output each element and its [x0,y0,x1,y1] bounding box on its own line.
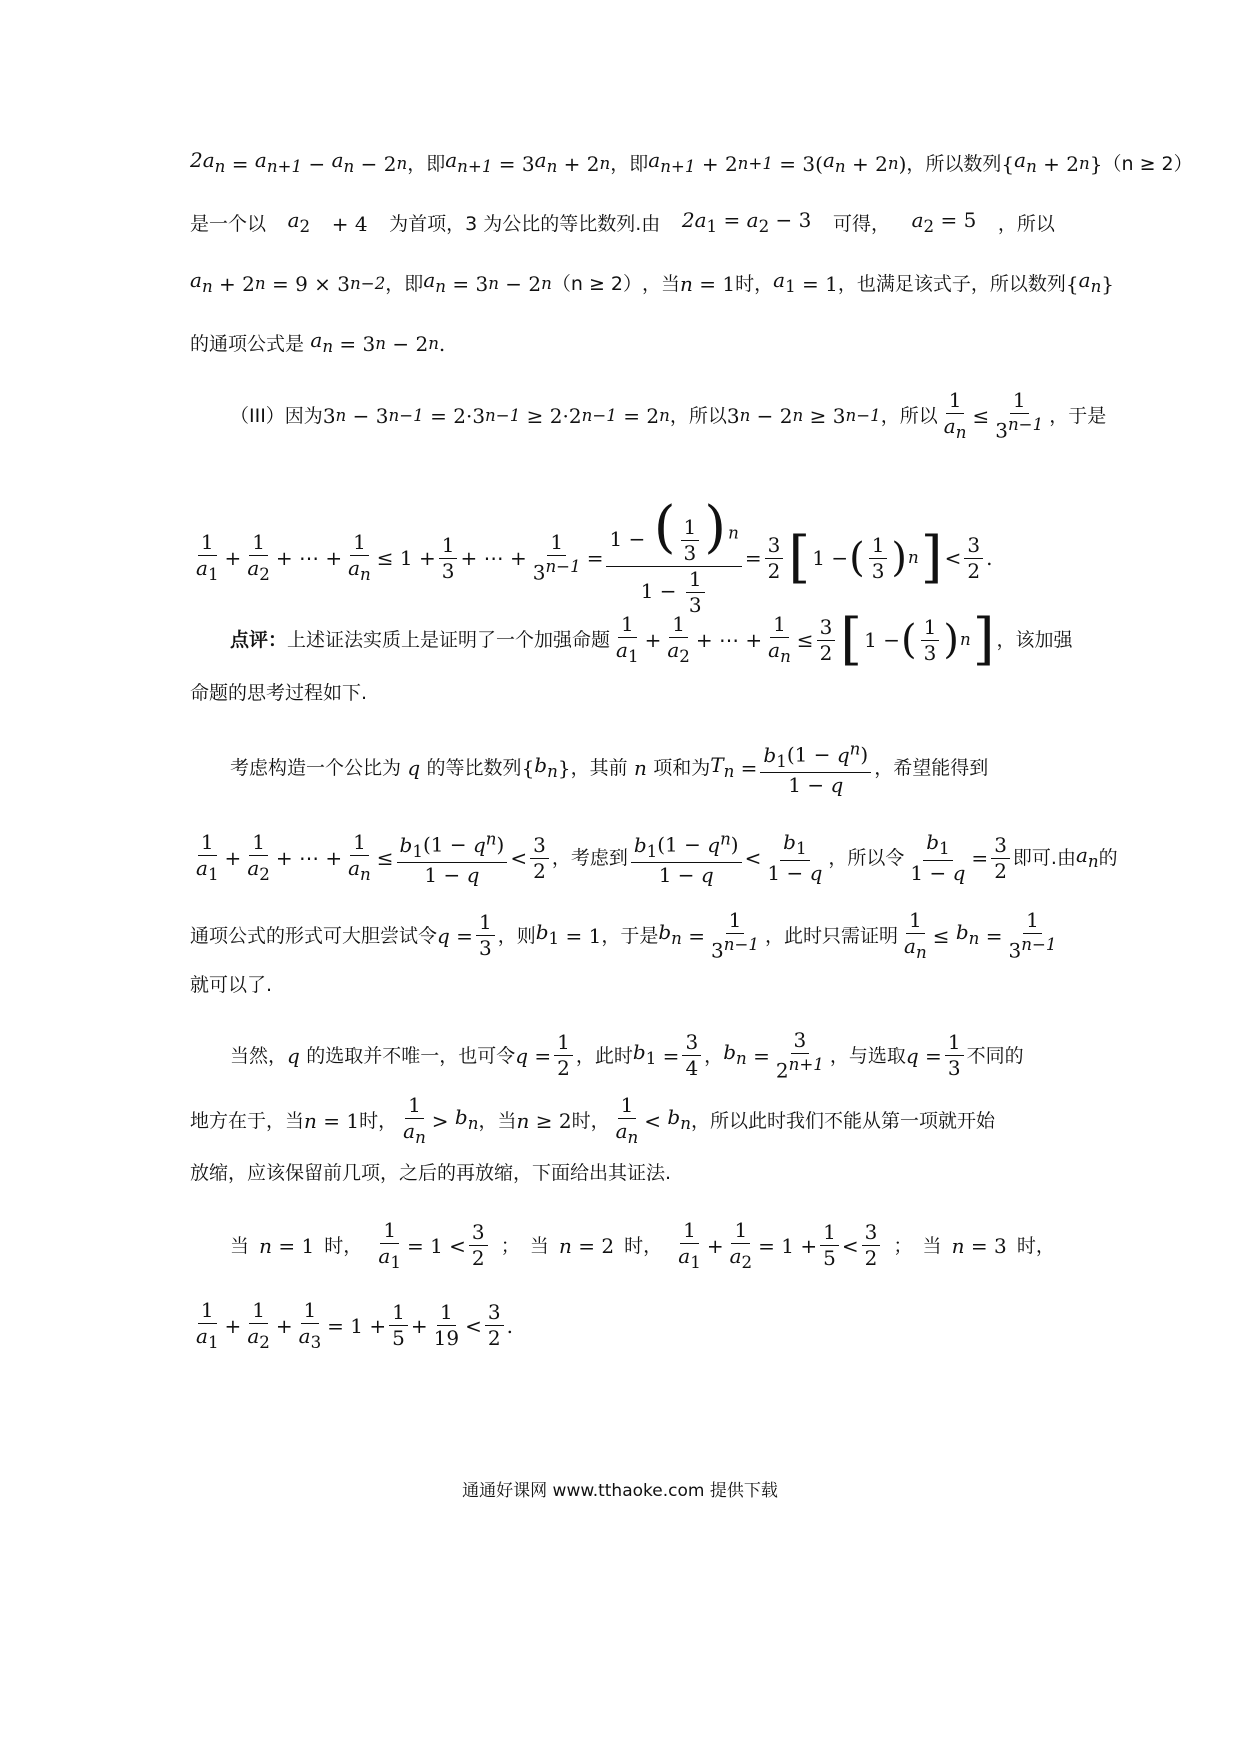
alternative-line: 当然， q 的选取并不唯一，也可令 q = $\frac{1}{2}$ ，此时 $b_1$ = $\frac{3}{4}$ ， $b_n$ = $\frac{3}{2^{n+1}}$ ，与选取 q = $\frac{1}{3}$ 不同的 [230,1028,1024,1083]
cases-line: 当 n = 1 时， $\frac{1}{a_1}$ = 1 < $\frac{3}{2}$ ； 当 n = 2 时， $\frac{1}{a_1}$ + $\frac{1}{a_2}$ = 1 + $\frac{1}{5}$ < $\frac{3}{2}$ ； 当 n = 3 时， [230,1218,1055,1272]
text-segment: 考虑构造一个公比为 [230,757,402,780]
text-segment: ，即 [385,272,424,295]
text-segment: ，于是 [1049,404,1107,427]
text-segment: ，该加强 [996,629,1073,651]
text-segment: 的选取并不唯一，也可令 [306,1044,516,1067]
text-segment: ，当 [642,272,681,295]
text-line-2: 是一个以 $a_2$ + 4 为首项，3 为公比的等比数列.由 $2a_1 = a_2 - 3$ 可得， $a_2 = 5$ ，所以 [190,205,1055,242]
text-segment: 所以 [899,404,938,427]
text-n-ge-2: （n ≥ 2） [1102,152,1193,175]
footer-text: 通通好课网 www.tthaoke.com 提供下载 [462,1481,778,1501]
text-segment: 的等比数列 [426,757,522,780]
text-segment: 当然， [230,1044,288,1067]
comment-line: 点评： 上述证法实质上是证明了一个加强命题 $\frac{1}{a_1}$ + $\frac{1}{a_2}$ + ⋯ + $\frac{1}{a_n}$ ≤ $\frac{3}{2}$ [ 1 − ( $\frac{1}{3}$ ) n ] ，该加强 [230,607,1073,672]
text-segment: 的通项公式是 [190,332,305,355]
part-iii-line: （III）因为 3 n − 3 n−1 = 2·3 n−1 ≥ 2·2 n−1 = 2 n ， 所以 3 n − 2 n ≥ 3 n−1 ， 所以 $\frac{1}{a_n}$ ≤ $\frac{1}{3^{n-1}}$ ，于是 [230,388,1107,443]
trial-line-2 [190,970,1055,1000]
text-segment: 是一个以 [190,212,267,235]
part-iii-heading: （III）因为 [230,404,323,427]
text-segment: 时， [571,1109,610,1132]
text-segment: 项和为 [653,757,711,780]
comment-text: 上述证法实质上是证明了一个加强命题 [287,629,611,651]
text-segment: ，希望能得到 [874,757,989,780]
comment-line-2 [190,678,1055,708]
text-segment: 命题的思考过程如下. [190,682,368,704]
text-segment: 时， [359,1109,398,1132]
text-segment: 不同的 [966,1044,1024,1067]
text-segment: 时， [324,1234,363,1257]
text-segment: 通项公式的形式可大胆尝试令 [190,924,438,947]
text-segment: ，于是 [601,924,659,947]
formula-line-4: 的通项公式是 $a_n$ = 3 n − 2 n . [190,325,1055,362]
alternative-line-2: 地方在于，当 n = 1 时， $\frac{1}{a_n}$ > $b_n$ ，当 n ≥ 2 时， $\frac{1}{a_n}$ < $b_n$ ，所以此时我们不能从第一项就开始 [190,1093,995,1147]
text-segment: 所以 [688,404,727,427]
cases-line-2: $\frac{1}{a_1}$ + $\frac{1}{a_2}$ + $\frac{1}{a_3}$ = 1 + $\frac{1}{5}$ + $\frac{1}{19}$ < $\frac{3}{2}$ . [196,1298,513,1352]
text-segment: 时， [735,272,774,295]
text-segment: ，其前 [570,757,628,780]
text-segment: ，也满足该式子，所以数列 [837,272,1066,295]
text-segment: ，考虑到 [551,847,628,870]
text-segment: 放缩，应该保留前几项，之后的再放缩，下面给出其证法. [190,1162,672,1184]
formula-line-3: $a_n$ + 2 n = 9 × 3 n−2 ，即 $a_n$ = 3 n − 2 n （n ≥ 2） ，当 n = 1 时， $a_1$ = 1 ，也满足该式子，所以数列 { $a_n$ } [190,265,1055,302]
text-segment: ，所以令 [828,847,905,870]
text-segment: ，所以此时我们不能从第一项就开始 [690,1109,995,1132]
text-segment: 地方在于，当 [190,1109,305,1132]
text-segment: 的 [1098,847,1118,870]
construct-line: 考虑构造一个公比为 q 的等比数列 { $b_n$ } ，其前 n 项和为 $T_n$ = $\frac{b_1(1 - q^n)}{1 - q}$ ，希望能得到 [230,739,989,798]
text-segment: 当 [230,1234,250,1257]
text-segment: ，则 [497,924,536,947]
text-ji: ，即 [407,152,446,175]
text-segment: （n ≥ 2） [551,272,642,295]
text-segment: ，当 [478,1109,517,1132]
text-segment: 可得， [832,212,890,235]
text-segment: ，与选取 [829,1044,906,1067]
construct-line-2: $\frac{1}{a_1}$ + $\frac{1}{a_2}$ + ⋯ + $\frac{1}{a_n}$ ≤ $\frac{b_1(1 - q^n)}{1 - q}$ < $\frac{3}{2}$ ，考虑到 $\frac{b_1(1 - q^n)}{1 - q}$ < $\frac{b_1}{1 - q}$ ，所以令 $\frac{b_1}{1 - q}$ = $\frac{3}{2}$ 即可.由 $a_n$ 的 [196,829,1118,888]
text-suoyi-shulie: ，所以 [906,152,964,175]
text-segment: ； [500,1234,520,1257]
text-segment: 为首项，3 为公比的等比数列.由 [389,212,661,235]
formula-line-1: $2a_n$ = $a_{n+1}$ − $a_n$ − 2 n ，即 $a_{n+1}$ = 3 $a_n$ + 2 n ，即 $a_{n+1}$ + 2 n+1 = 3( $a_n$ + 2 n ) ，所以 数列 { $a_n$ + 2 n } （n ≥ 2） [190,145,1055,182]
sum-inequality-1: $\frac{1}{a_1}$ + $\frac{1}{a_2}$ + ⋯ + $\frac{1}{a_n}$ ≤ 1 + $\frac{1}{3}$ + ⋯ + $\frac{1}{3^{n-1}}$ = 1 − ( $\frac{1}{3}$ ) $^n$ 1 − $\frac{1}{3}$ = $\frac{3}{2}$ [ 1 − ( $\frac{1}{3}$ ) n ] < $\frac{3}{2}$ . [196,495,993,617]
text-ji-2: ，即 [610,152,649,175]
alternative-line-3 [190,1158,1055,1188]
trial-line: 通项公式的形式可大胆尝试令 q = $\frac{1}{3}$ ，则 $b_1$ = 1 ，于是 $b_n$ = $\frac{1}{3^{n-1}}$ ，此时只需证明 $\frac{1}{a_n}$ ≤ $b_n$ = $\frac{1}{3^{n-1}}$ [190,908,1057,963]
text-segment: ，此时只需证明 [765,924,899,947]
text-segment: ，此时 [575,1044,633,1067]
comment-label: 点评： [230,629,288,651]
text-segment: 就可以了. [190,974,273,996]
text-segment: 即可.由 [1012,847,1076,870]
